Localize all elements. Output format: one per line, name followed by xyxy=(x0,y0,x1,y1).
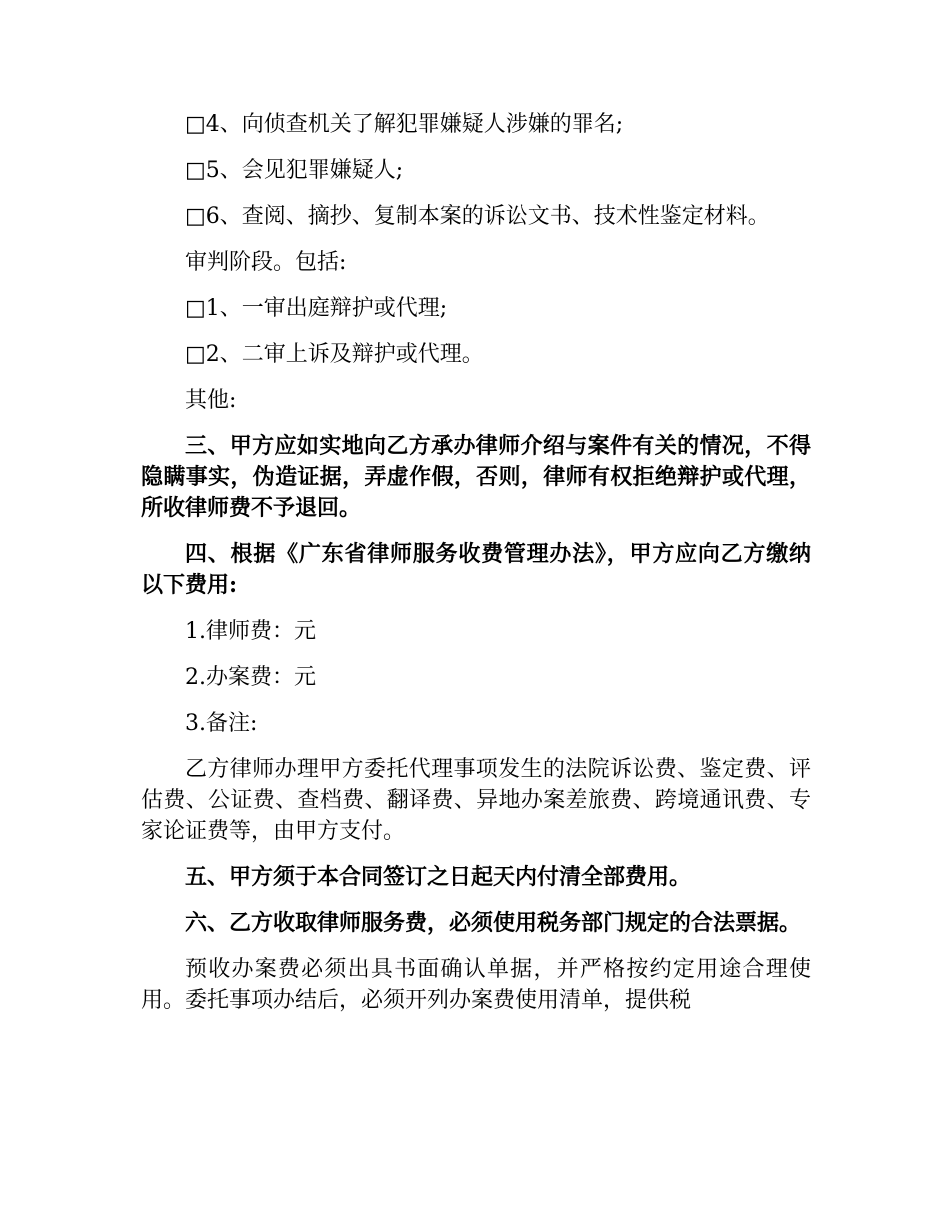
clause-4-paragraph: 四、根据《广东省律师服务收费管理办法》，甲方应向乙方缴纳以下费用: xyxy=(141,541,811,598)
expenses-paragraph: 乙方律师办理甲方委托代理事项发生的法院诉讼费、鉴定费、评估费、公证费、查档费、翻译费、异地办案差旅费、跨境通讯费、专家论证费等，由甲方支付。 xyxy=(141,757,811,844)
case-fee-line: 2.办案费：元 xyxy=(185,665,316,690)
other-paragraph: 其他: xyxy=(185,388,237,413)
clause-3-paragraph: 三、甲方应如实地向乙方承办律师介绍与案件有关的情况，不得隐瞒事实，伪造证据，弄虚作假，否则，律师有权拒绝辩护或代理，所收律师费不予退回。 xyxy=(141,433,811,521)
remark-line: 3.备注: xyxy=(185,711,258,736)
prepaid-fee-paragraph: 预收办案费必须出具书面确认单据，并严格按约定用途合理使用。委托事项办结后，必须开列办案费使用清单，提供税 xyxy=(141,957,811,1013)
clause-5-paragraph: 五、甲方须于本合同签订之日起天内付清全部费用。 xyxy=(185,864,692,890)
trial-item-1-paragraph: □1、一审出庭辩护或代理; xyxy=(185,296,448,321)
item-5-paragraph: □5、会见犯罪嫌疑人; xyxy=(185,158,404,183)
trial-item-2-paragraph: □2、二审上诉及辩护或代理。 xyxy=(185,342,484,367)
document-page xyxy=(141,109,811,1031)
item-4-paragraph: □4、向侦查机关了解犯罪嫌疑人涉嫌的罪名; xyxy=(185,112,624,137)
item-6-paragraph: □6、查阅、摘抄、复制本案的诉讼文书、技术性鉴定材料。 xyxy=(185,204,770,229)
trial-stage-heading: 审判阶段。包括: xyxy=(185,250,347,275)
clause-6-paragraph: 六、乙方收取律师服务费，必须使用税务部门规定的合法票据。 xyxy=(185,910,802,936)
lawyer-fee-line: 1.律师费：元 xyxy=(185,619,316,644)
